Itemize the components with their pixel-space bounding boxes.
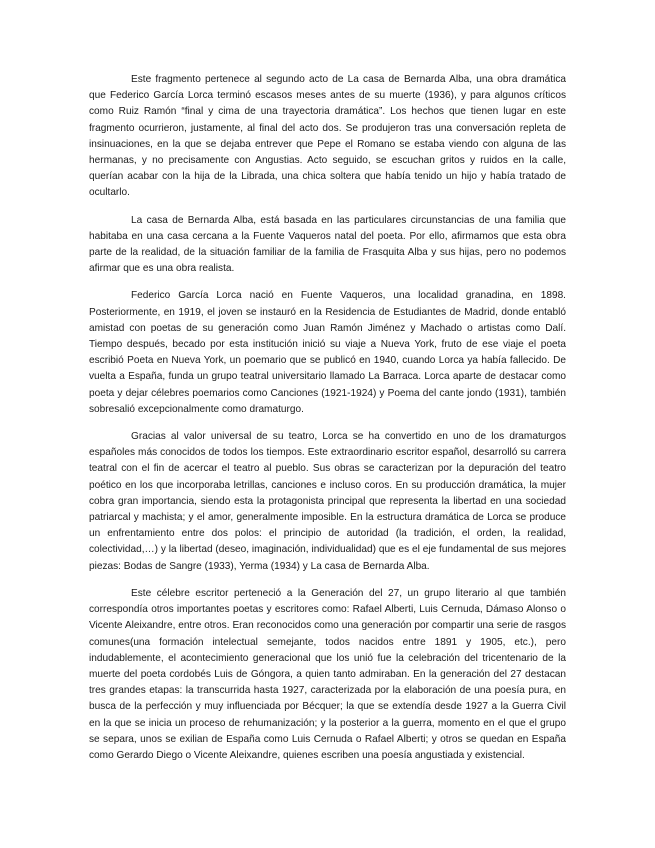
paragraph-fragment-context: Este fragmento pertenece al segundo acto de La casa de Bernarda Alba, una obra dramática que Federico García Lorca terminó escasos meses antes de su muerte (1936), y para algunos críticos como Ruiz Ramón “final y cima de una trayectoria dramática”. Los hechos que tienen lugar en este fragmento ocurrieron, justamente, al final del acto dos. Se produjeron tras una conversación repleta de insinuaciones, en la que se dejaba entrever que Pepe el Romano se estaba viendo con alguna de las hermanas, y no precisamente con Angustias. Acto seguido, se escuchan gritos y ruidos en la calle, querían acabar con la hija de la Librada, una chica soltera que había tenido un hijo y había tratado de ocultarlo. — [89, 74, 566, 199]
paragraph-theatre: Gracias al valor universal de su teatro, Lorca se ha convertido en uno de los dramaturgos españoles más conocidos de todos los tiempos. Este extraordinario escritor español, desarrolló su carrera teatral con el fin de acercar el teatro al pueblo. Sus obras se caracterizan por la depuración del teatro poético en los que incorporaba letrillas, canciones e incluso coros. En su producción dramática, la mujer cobra gran importancia, siendo esta la protagonista principal que representa la libertad en una sociedad patriarcal y machista; y el amor, generalmente imposible. En la estructura dramática de Lorca se produce un enfrentamiento entre dos polos: el principio de autoridad (la tradición, el orden, la realidad, colectividad,…) y la libertad (deseo, imaginación, individualidad) que es el eje fundamental de sus mejores piezas: Bodas de Sangre (1933), Yerma (1934) y La casa de Bernarda Alba. — [89, 431, 566, 572]
paragraph-generation-27: Este célebre escritor perteneció a la Generación del 27, un grupo literario al que también correspondía otros importantes poetas y escritores como: Rafael Alberti, Luis Cernuda, Dámaso Alonso o Vicente Aleixandre, entre otros. Eran reconocidos como una generación por compartir una serie de rasgos comunes(una formación intelectual semejante, todos nacidos entre 1891 y 1905, etc.), pero indudablemente, el acontecimiento generacional que los unió fue la celebración del tricentenario de la muerte del poeta cordobés Luis de Góngora, a quien tanto admiraban. En la generación del 27 destacan tres grandes etapas: la transcurrida hasta 1927, caracterizada por la elaboración de una poesía pura, en busca de la perfección y muy influenciada por Bécquer; la que se extendía desde 1927 a la Guerra Civil en la que se inicia un proceso de rehumanización; y la posterior a la guerra, momento en el que el grupo se separa, unos se exilian de España como Luis Cernuda o Rafael Alberti; y otros se quedan en España como Gerardo Diego o Vicente Aleixandre, quienes escriben una poesía angustiada y existencial. — [89, 587, 566, 761]
document-body — [89, 72, 566, 775]
paragraph-biography: Federico García Lorca nació en Fuente Vaqueros, una localidad granadina, en 1898. Posteriormente, en 1919, el joven se instauró en la Residencia de Estudiantes de Madrid, donde entabló amistad con poetas de su generación como Juan Ramón Jiménez y Machado o artistas como Dalí. Tiempo después, becado por esta institución inició su viaje a Nueva York, fruto de ese viaje el poeta escribió Poeta en Nueva York, un poemario que se publicó en 1940, cuando Lorca ya había fallecido. De vuelta a España, funda un grupo teatral universitario llamado La Barraca. Lorca aparte de destacar como poeta y dejar célebres poemarios como Canciones (1921-1924) y Poema del cante jondo (1931), también sobresalió excepcionalmente como dramaturgo. — [89, 290, 566, 415]
paragraph-realism: La casa de Bernarda Alba, está basada en las particulares circunstancias de una familia que habitaba en una casa cercana a la Fuente Vaqueros natal del poeta. Por ello, afirmamos que esta obra parte de la realidad, de la situación familiar de la familia de Frasquita Alba y sus hijas, pero no podemos afirmar que es una obra realista. — [89, 214, 566, 275]
